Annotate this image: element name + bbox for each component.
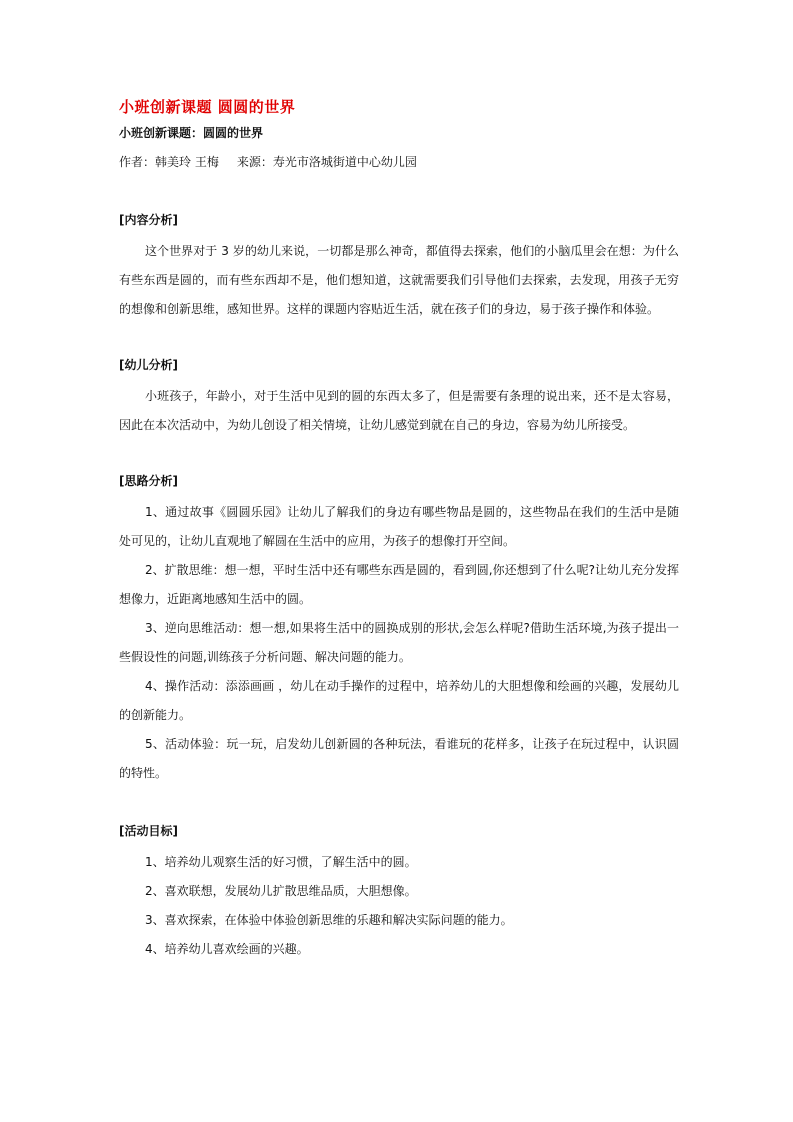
section-child-analysis xyxy=(119,355,679,440)
list-item: 4、操作活动：添添画画 ，幼儿在动手操作的过程中，培养幼儿的大胆想像和绘画的兴趣，发展幼儿的创新能力。 xyxy=(119,679,679,722)
list-item: 2、喜欢联想，发展幼儿扩散思维品质，大胆想像。 xyxy=(145,884,417,898)
list-item: 1、通过故事《圆圆乐园》让幼儿了解我们的身边有哪些物品是圆的，这些物品在我们的生活中是随处可见的，让幼儿直观地了解圆在生活中的应用，为孩子的想像打开空间。 xyxy=(119,505,679,548)
list-item: 2、扩散思维：想一想，平时生活中还有哪些东西是圆的，看到圆,你还想到了什么呢?让幼儿充分发挥想像力，近距离地感知生活中的圆。 xyxy=(119,563,679,606)
list-item: 1、培养幼儿观察生活的好习惯，了解生活中的圆。 xyxy=(145,855,417,869)
section-goals xyxy=(119,821,679,964)
section-approach xyxy=(119,471,679,788)
section-heading: [思路分析] xyxy=(119,474,178,488)
section-heading: [幼儿分析] xyxy=(119,358,178,372)
section-content-analysis xyxy=(119,210,679,324)
section-heading: [活动目标] xyxy=(119,824,178,838)
section-heading: [内容分析] xyxy=(119,213,178,227)
list-item: 3、喜欢探索，在体验中体验创新思维的乐趣和解决实际问题的能力。 xyxy=(145,913,513,927)
list-item: 3、逆向思维活动：想一想,如果将生活中的圆换成别的形状,会怎么样呢?借助生活环境,为孩子提出一些假设性的问题,训练孩子分析问题、解决问题的能力。 xyxy=(119,621,679,664)
source-text: 来源：寿光市洛城街道中心幼儿园 xyxy=(236,155,417,169)
author-text: 作者：韩美玲 王梅 xyxy=(119,155,219,169)
author-source-line xyxy=(119,153,417,170)
section-paragraph: 这个世界对于 3 岁的幼儿来说，一切都是那么神奇，都值得去探索，他们的小脑瓜里会在想：为什么有些东西是圆的，而有些东西却不是，他们想知道，这就需要我们引导他们去探索，去发现，用孩子无穷的想像和创新思维，感知世界。这样的课题内容贴近生活，就在孩子们的身边，易于孩子操作和体验。 xyxy=(119,244,679,316)
list-item: 5、活动体验：玩一玩，启发幼儿创新圆的各种玩法，看谁玩的花样多，让孩子在玩过程中，认识圆的特性。 xyxy=(119,737,679,780)
document-subtitle: 小班创新课题：圆圆的世界 xyxy=(119,126,264,140)
list-item: 4、培养幼儿喜欢绘画的兴趣。 xyxy=(145,942,309,956)
section-paragraph: 小班孩子，年龄小，对于生活中见到的圆的东西太多了，但是需要有条理的说出来，还不是太容易，因此在本次活动中，为幼儿创设了相关情境，让幼儿感觉到就在自己的身边，容易为幼儿所接受。 xyxy=(119,389,679,432)
document-title: 小班创新课题 圆圆的世界 xyxy=(119,98,296,116)
